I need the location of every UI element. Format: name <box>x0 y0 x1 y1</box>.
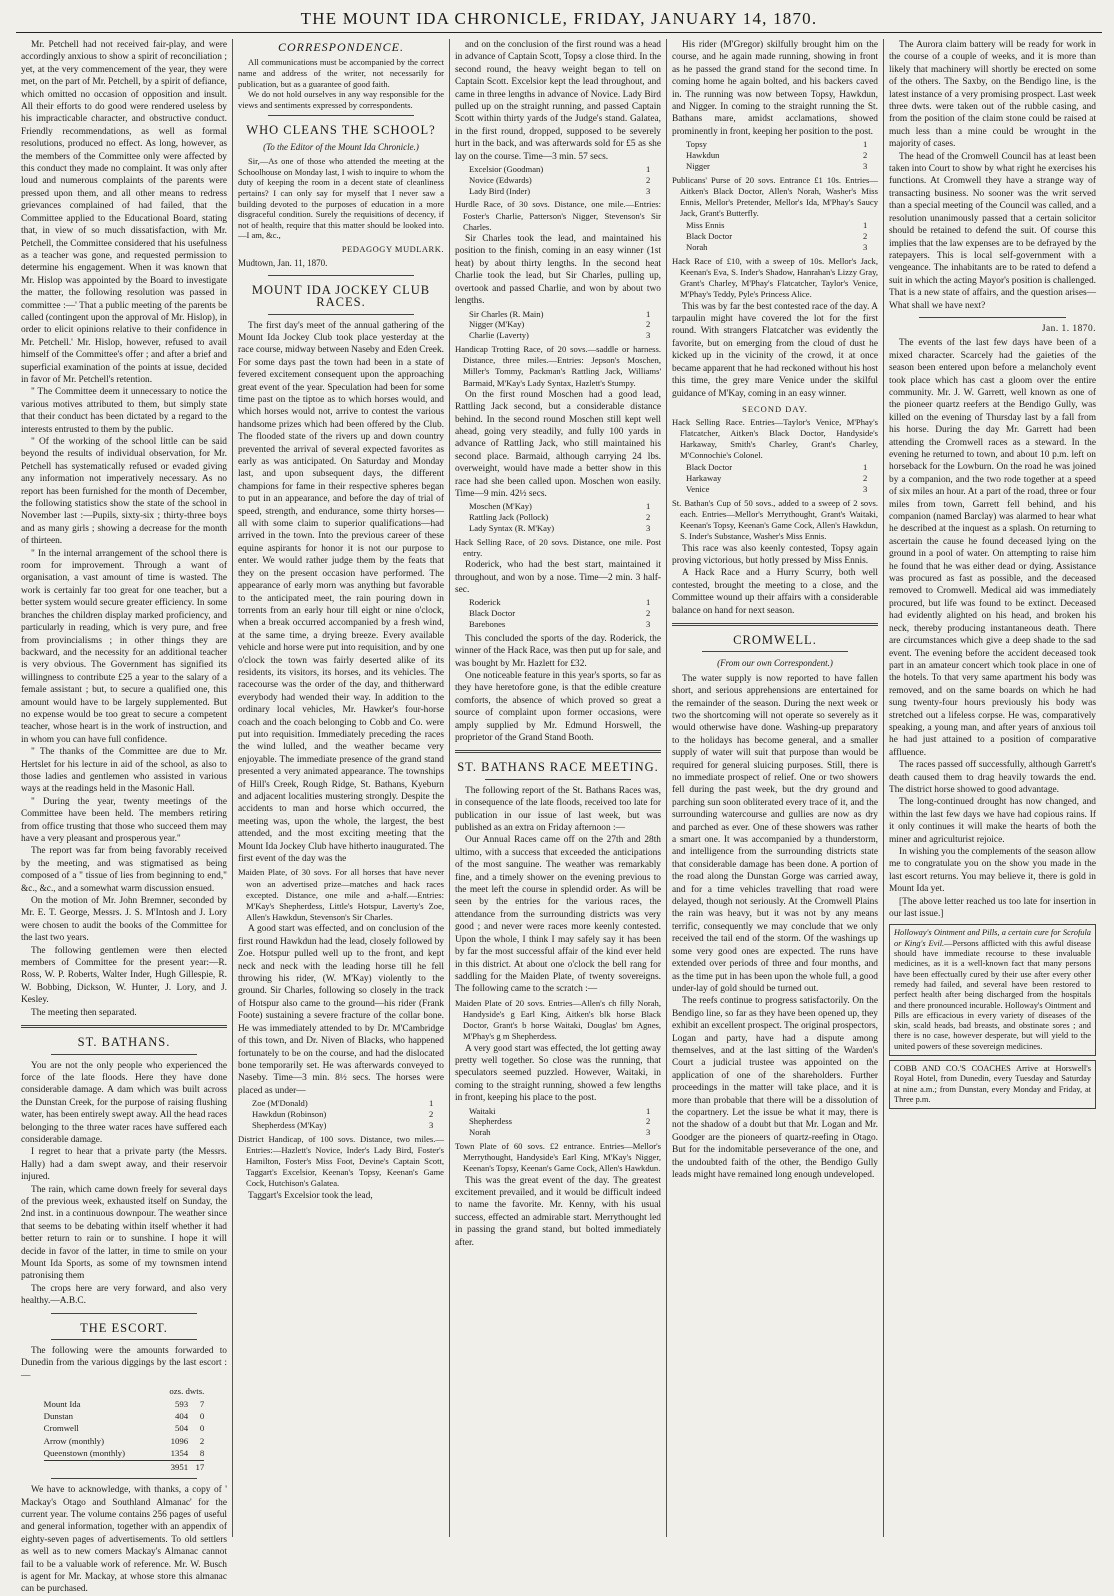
race-results <box>686 462 867 494</box>
place-cell: 1 <box>645 308 651 319</box>
article-paragraph: Our Annual Races came off on the 27th and 28th ultimo, with a success that exceeded the anticipations of the most sanguine. The weather was remarkably fine, and a timely shower on the evening previous to the meet left the course in splendid order. As will be seen by the entries for the various races, the attendance from the surrounding districts was very good ; and never were races more keenly contested. Upon the whole, I think I may safely say it has been by far the most successful affair of the kind ever held in this district. At about one o'clock the bell rang for saddling for the Maiden Plate, of twenty sovereigns. The following came to the scratch :— <box>455 835 661 995</box>
horse-cell: Topsy <box>686 139 707 150</box>
table-row <box>686 161 867 172</box>
horse-cell: Norah <box>469 1127 491 1138</box>
place-cell: 1 <box>645 597 651 608</box>
place-cell: 2 <box>645 512 651 523</box>
race-results <box>469 1106 650 1138</box>
divider <box>51 1339 197 1340</box>
race-description: Town Plate of 60 sovs. £2 entrance. Entries—Mellor's Merrythought, Handyside's Earl King, M'Kay's Nigger, Keenan's Topsy, Keenan's Game Cock, Allen's Hawkdun. <box>455 1140 661 1174</box>
divider <box>455 750 661 753</box>
table-header-row <box>44 1385 205 1397</box>
article-paragraph: The races passed off successfully, although Garrett's death caused them to drag heavily towards the end. The district horse showed to good advantage. <box>889 760 1096 795</box>
place-cell: 2 <box>645 1116 651 1127</box>
ad-title: Holloway's Ointment and Pills, a certain cure for Scrofula or King's Evil. <box>894 928 1091 948</box>
article-paragraph: One noticeable feature in this year's sports, so far as they have heretofore gone, is that the edible creature comforts, the absence of which proved so great a source of complaint upon former occasions, were amply supplied by Mr. Edmund Horswell, the proprietor of the Grand Stand Booth. <box>455 670 661 744</box>
horse-cell: Hawkdun (Robinson) <box>252 1108 327 1119</box>
horse-cell: Harkaway <box>686 473 722 484</box>
heading-st-bathans: ST. BATHANS. <box>77 1035 171 1050</box>
notice-paragraph: We do not hold ourselves in any way responsible for the views and sentiments expressed by correspondents. <box>238 89 444 110</box>
place-cell: 2 <box>428 1108 434 1119</box>
divider <box>672 623 878 626</box>
divider <box>51 1478 197 1479</box>
race-entry <box>672 256 878 301</box>
place-cell: 1 <box>645 1105 651 1116</box>
oz-cell: 504 <box>175 1423 189 1434</box>
horse-cell: Nigger (M'Kay) <box>469 319 525 330</box>
heading-correspondence: CORRESPONDENCE. <box>278 40 404 54</box>
article-paragraph: I regret to hear that a private party (the Messrs. Hally) had a dam swept away, and their reservoir injured. <box>21 1147 227 1183</box>
article-paragraph: and on the conclusion of the first round was a head in advance of Captain Scott, Topsy a close third. In the second round, the heavy weight began to tell on Captain Scott. Excelsior kept the lead throughout, and came in three lengths in advance of Novice. Lady Bird pulled up on the straight running, and passed Captain Scott within thirty yards of the Judge's stand. Galatea, in the first round, dropped, supposed to be severely hurt in the back, and was afterwards sold for £5 as she lay on the course. Time—3 min. 57 secs. <box>455 40 661 162</box>
escort-table <box>44 1385 205 1473</box>
table-row <box>469 309 650 320</box>
place-cell: 1 <box>645 164 651 175</box>
column-3 <box>450 39 667 1537</box>
table-row <box>44 1422 205 1434</box>
table-row <box>469 523 650 534</box>
place-cell: Dunstan <box>43 1411 73 1422</box>
place-cell: Mount Ida <box>43 1398 81 1409</box>
article-paragraph: The water supply is now reported to have fallen short, and serious apprehensions are entertained for the remainder of the season. During the next week or two the shortcoming will not operate so severely as it would otherwise have done. Washing-up preparatory to the holidays has become general, and a smaller supply of water will suit that purpose than would be required for general sluicing purposes. Still, there is no immediate prospect of relief. One or two showers fell during the past week, but the dry ground and parching sun soon obliterated every trace of it, and the surrounding watercourse and gullies are now as dry and parched as ever. One of these showers was rather a smart one. It was accompanied by a thunderstorm, and intelligence from the surrounding districts state that considerable damage has been done. A portion of the road along the Dunstan Gorge was carried away, and for a time vehicles travelling that road were delayed, though not seriously. At the Cromwell Plains the rain was heavy, but it was not by any means terrific, consequently we may conclude that we only received the tail end of the storm. Of the washings up some very good ones are expected. The runs have extended over periods of three and four months, and as the time put in has been upon the whole full, a good under-lay of gold should be turned out. <box>672 673 878 994</box>
to-editor-line: (To the Editor of the Mount Ida Chronicle.) <box>263 141 419 152</box>
table-row <box>252 1109 433 1120</box>
article-paragraph: Mr. Petchell had not received fair-play, and were accordingly anxious to show a spirit of reconciliation ; yet, at the very commencement of the year, they were met, on the part of Mr. Petchell, by a spirit of defiance, which omitted no occasion of opposition and insult. All their efforts to do good were rendered useless by his impracticable character, and obstructive conduct. Friendly recommendations, as well as formal resolutions, produced no effect. As long, however, as the members of the Committee only were affected by this conduct they made no complaint. It was only after loud and numerous complaints of the parents were pressed upon them, and all other means to redress grievances complained of had failed, that the Committee applied to the Educational Board, stating that, in view of so much dissatisfaction, with Mr. Petchell, the Committee considered that his usefulness as a teacher was gone, and requested permission to determine his engagement. When it was known that Mr. Hislop was appointed by the Board to investigate the matter, the following resolution was passed in committee :—' That a public meeting of the parents be called (contingent upon the approval of Mr. Hislop), in order to elicit opinions relative to their confidence in Mr. Petchell.' Mr. Hislop, however, refused to avail himself of the Committee's offer ; and after a brief and superficial examination of the points at issue, decided in favor of Mr. Petchell's retention. <box>21 40 227 385</box>
race-description: District Handicap, of 100 sovs. Distance, two miles.—Entries:—Hazlett's Novice, Inder's Lady Bird, Foster's Hamilton, Foster's Miss Foot, Devine's Captain Scott, Taggart's Excelsior, Keenan's Topsy, Keenan's Game Cock, Hutchison's Galatea. <box>238 1133 444 1189</box>
article-paragraph: " Of the working of the school little can be said beyond the results of individual observation, for Mr. Petchell has systematically refused or evaded giving any information not imperatively necessary. As no report has been furnished for the month of December, the following statistics show the state of the school in November last :—Pupils, sixty-six ; thirty-three boys and as many girls ; showing a decrease for the month of thirteen. <box>21 437 227 547</box>
race-results <box>469 597 650 629</box>
table-row <box>686 462 867 473</box>
table-row <box>469 619 650 630</box>
dwt-cell: 2 <box>199 1435 205 1446</box>
horse-cell: Novice (Edwards) <box>469 174 532 185</box>
letter-paragraph: Sir,—As one of those who attended the meeting at the Schoolhouse on Monday last, I wish to inquire to whom the duty of keeping the room in a decent state of cleanliness pertains? I can only say for myself that I never saw a building devoted to the purposes of education in a more disgraceful condition. Surely the requisitions of decency, if not of health, require that this matter should be looked into.—I am, &c., <box>238 156 444 241</box>
divider <box>21 1025 227 1028</box>
place-cell: 1 <box>862 139 868 150</box>
article-paragraph: " During the year, twenty meetings of the Committee have been held. The members retiring from office trusting that those who succeed them may have a very pleasant and prosperous year." <box>21 796 227 844</box>
table-row <box>469 164 650 175</box>
divider <box>702 651 848 652</box>
table-row <box>686 473 867 484</box>
race-results <box>252 1098 433 1130</box>
dwt-cell: 7 <box>199 1398 205 1409</box>
masthead: THE MOUNT IDA CHRONICLE, FRIDAY, JANUARY 14, 1870. <box>16 6 1102 33</box>
article-paragraph: A Hack Race and a Hurry Scurry, both well contested, brought the meeting to a close, and the Committee wound up their affairs with a considerable balance on hand for next season. <box>672 568 878 616</box>
dateline: Jan. 1. 1870. <box>1041 323 1096 334</box>
horse-cell: Charlie (Laverty) <box>469 330 529 341</box>
article-paragraph: The meeting then separated. <box>31 1007 137 1018</box>
heading-escort: THE ESCORT. <box>80 1320 168 1335</box>
place-cell: 3 <box>862 160 868 171</box>
article-paragraph: The long-continued drought has now changed, and within the last few days we have had copious rains. If it only continues it will make the hearts of both the miner and agriculturist rejoice. <box>889 797 1096 845</box>
table-row <box>686 150 867 161</box>
divider <box>51 1313 197 1314</box>
article-paragraph: A very good start was effected, the lot getting away pretty well together. So close was the running, that speculators seemed puzzled. However, Waitaki, in coming to the straight running, showed a few lengths in front, keeping his place to the post. <box>455 1043 661 1104</box>
place-cell: 1 <box>862 220 868 231</box>
race-description: Handicap Trotting Race, of 20 sovs.—saddle or harness. Distance, three miles.—Entries: Jepson's Moschen, Miller's Tommy, Packman's Rattling Jack, Williams' Barmaid, M'Kay's Lady Syntax, Hazlett's Stumpy. <box>455 343 661 388</box>
horse-cell: Miss Ennis <box>686 220 725 231</box>
article-paragraph: On the first round Moschen had a good lead, Rattling Jack second, but a considerable distance behind. In the second round Moschen still kept well ahead, going very steadily, and fully 100 yards in advance of Rattling Jack, who still maintained his second place. Barmaid, although carrying 24 lbs. overweight, would have made a better show in this race had she been called upon. Moschen won easily. Time—9 min. 42½ secs. <box>455 389 661 499</box>
race-description: Hack Selling Race. Entries—Taylor's Venice, M'Phay's Flatcatcher, Aitken's Black Doctor, Handyside's Harkaway, Smith's Charley, Grant's Charley, M'Connochie's Colonel. <box>672 416 878 461</box>
second-day-heading: SECOND DAY. <box>742 403 808 414</box>
horse-cell: Black Doctor <box>686 462 733 473</box>
divider <box>268 275 414 276</box>
horse-cell: Lady Bird (Inder) <box>469 185 531 196</box>
place-cell: 2 <box>862 473 868 484</box>
race-entry <box>455 199 661 233</box>
table-row <box>469 597 650 608</box>
table-row <box>469 1106 650 1117</box>
article-paragraph: This race was also keenly contested, Topsy again proving victorious, but hotly pressed by Miss Ennis. <box>672 543 878 566</box>
article-paragraph: The Aurora claim battery will be ready for work in the course of a couple of weeks, and it is more than likely that machinery will shortly be erected on some of the others. The Saxby, on the Bendigo line, is the latest instance of a very promising prospect. Last week three dwts. were taken out of the rubble casing, and from the position of the claim stone could be raised at much less than a mine could be wrought in the majority of cases. <box>889 40 1096 150</box>
oz-cell: 1354 <box>170 1448 189 1459</box>
horse-cell: Venice <box>686 483 710 494</box>
total-oz: 3951 <box>156 1460 188 1473</box>
article-paragraph: The rain, which came down freely for several days of the previous week, exhausted itself on Sunday, the 2nd inst. in a continuous downpour. The weather since that seems to be debating within itself whether it had better return to rain or to sunshine. I hope it will decide in favor of the latter, in time to smile on your Mount Ida Sports, as some of my townsmen intend patronising them <box>21 1184 227 1282</box>
heading-cromwell: CROMWELL. <box>733 632 817 647</box>
table-row <box>686 484 867 495</box>
table-row <box>469 175 650 186</box>
article-paragraph: The events of the last few days have been of a mixed character. Scarcely had the gaieties of the season been entered upon before a melancholy event took place which has cast a gloom over the entire community. Mr. J. W. Garrett, well known as one of the pioneer quartz reefers at the Bendigo Gully, was killed on the evening of Thursday last by a fall from his horse. During the day Mr. Garrett had been attending the Cromwell races as a steward. In the evening he returned to town, and about 10 p.m. left on horseback for the Lowburn. On the road he was joined by a companion, and the two rode together at a speed of six miles an hour. At a part of the road, three or four miles from town, Garrett fell behind, and his companion (named Barclay) was alarmed to hear what he described at the inquest as a splash. On returning to ascertain the cause he found deceased lying on the ground in a pool of water. On attempting to raise him he found that he was either dead or dying. Assistance was procured as fast as possible, and the deceased removed to Cromwell. Medical aid was immediately procured, but life was found to be extinct. Deceased had evidently alighted on his head, and broken his neck, thereby producing instantaneous death. There are circumstances which give a deep shade to the sad event. The evening before the accident deceased took part in an amateur concert which took place in one of the hotels. To that very same apartment his body was removed, and on the same boards on which he had sung twenty-four hours previously his body was stretched out a lifeless corpse. He was, comparatively speaking, a young man, and after years of anxious toil he had just attained to a position of comparative affluence. <box>889 338 1096 758</box>
column-header: ozs. dwts. <box>169 1386 205 1397</box>
dwt-cell: 0 <box>199 1423 205 1434</box>
cobb-coaches-advertisement: COBB AND CO.'S COACHES Arrive at Horswell's Royal Hotel, from Dunedin, every Tuesday and Saturday at nine a.m.; from Dunstan, every Monday and Friday, at Three p.m. <box>889 1060 1096 1109</box>
place-cell: 2 <box>645 174 651 185</box>
race-description: Maiden Plate of 20 sovs. Entries—Allen's ch filly Norah, Handyside's g Earl King, Aitken's blk horse Black Doctor, Grant's b horse Waitaki, Douglas' bm Agnes, M'Phay's g m Shepherdess. <box>455 997 661 1042</box>
ad-body: —Persons afflicted with this awful disease should have immediate recourse to these invaluable medicines, as it is a well-known fact that many persons have been effectually cured by their use after every other remedy had failed, and several have been restored to perfect health after being discharged from the hospitals and there pronounced incurable. Holloway's Ointment and Pills are efficacious in every variety of diseases of the skin, scald heads, bad breasts, and obstinate sores ; and there is no case, however desperate, but will yield to the united powers of these sovereign medicines. <box>894 938 1091 1051</box>
race-entry <box>672 175 878 220</box>
heading-jockey-club: MOUNT IDA JOCKEY CLUB RACES. <box>251 282 431 310</box>
race-entry <box>238 867 444 923</box>
race-description: Hack Selling Race, of 20 sovs. Distance, one mile. Post entry. <box>455 536 661 558</box>
place-cell: Queenstown (monthly) <box>43 1448 126 1459</box>
table-row <box>469 319 650 330</box>
race-entry <box>455 537 661 559</box>
article-paragraph: The reefs continue to progress satisfactorily. On the Bendigo line, so far as they have been opened up, they exhibit an excellent prospect. The original prospectors, Logan and party, have had a dispute among themselves, and at the last sitting of the Warden's Court a judicial trustee was appointed on the application of one of the shareholders. Further proceedings in the matter will take place, and it is more than probable that there will be a dissolution of the copartnery. Let the issue be what it may, there is not the shadow of a doubt but that Mr. Logan and Mr. Goodger are the pioneers of quartz-reefing in Otago. But for the indomitable perseverance of the one, and the undoubted faith of the other, the Bendigo Gully leads might have remained long enough undeveloped. <box>672 996 879 1181</box>
article-paragraph: On the motion of Mr. John Bremner, seconded by Mr. E. T. George, Messrs. J. S. M'Intosh and J. Lory were chosen to audit the books of the Committee for the last two years. <box>21 896 227 944</box>
place-cell: 3 <box>862 242 868 253</box>
place-cell: Cromwell <box>43 1423 79 1434</box>
table-row <box>469 608 650 619</box>
race-results <box>469 164 650 196</box>
table-row <box>469 1127 650 1138</box>
table-row <box>686 139 867 150</box>
horse-cell: Rattling Jack (Pollock) <box>469 512 549 523</box>
article-paragraph: " In the internal arrangement of the school there is room for improvement. Through a want of organisation, a vast amount of time is wasted. The work is certainly far too great for one teacher, but a better system would secure greater efficiency. In some branches the children display marked proficiency, and particularly in reading, which is very pure, and free from provincialisms ; in other things they are backward, and the necessity for an additional teacher is very obvious. The Government has signified its willingness to contribute £25 a year to the salary of a female assistant ; but, to secure a qualified one, this amount would have to be largely supplemented. But no expense would be too great to secure a competent teacher, whose heart is in the work of instruction, and in whom you can have full confidence. <box>21 548 227 745</box>
article-paragraph: In wishing you the complements of the season allow me to congratulate you on the show you made in the last escort returns. You may believe it, there is gold in Mount Ida yet. <box>889 847 1096 895</box>
table-row <box>686 231 867 242</box>
heading-who-cleans: WHO CLEANS THE SCHOOL? <box>246 123 436 138</box>
race-results <box>686 139 867 171</box>
article-paragraph: The report was far from being favorably received by the meeting, and was stigmatised as being composed of a " tissue of lies from beginning to end," &c., &c., and a somewhat warm discussion ensued. <box>21 846 227 894</box>
article-paragraph: " The thanks of the Committee are due to Mr. Hertslet for his lecture in aid of the school, as also to those ladies and gentlemen who assisted in various ways at the readings held in the Masonic Hall. <box>21 747 227 795</box>
table-row <box>469 512 650 523</box>
place-cell: 2 <box>862 150 868 161</box>
columns <box>16 39 1102 1595</box>
total-row <box>44 1460 205 1473</box>
horse-cell: Barebones <box>469 618 506 629</box>
place-cell: 2 <box>862 231 868 242</box>
place-cell: 1 <box>428 1098 434 1109</box>
race-description: Hurdle Race, of 30 sovs. Distance, one mile.—Entries: Foster's Charlie, Patterson's Nigger, Stevenson's Sir Charles. <box>455 199 661 232</box>
article-paragraph: Sir Charles took the lead, and maintained his position to the finish, coming in an easy winner (1st heat) by about thirty lengths. In the second heat Charlie took the lead, but Sir Charles, pulling up, overtook and passed Charlie, and won by about two lengths. <box>455 234 661 307</box>
divider <box>268 314 414 315</box>
place-cell: 2 <box>645 319 651 330</box>
horse-cell: Waitaki <box>469 1105 496 1116</box>
table-row <box>469 186 650 197</box>
divider <box>919 317 1066 318</box>
table-row <box>44 1435 205 1447</box>
dwt-cell: 0 <box>199 1411 205 1422</box>
horse-cell: Zoe (M'Donald) <box>252 1098 308 1109</box>
place-cell: 3 <box>645 330 651 341</box>
place-cell: 3 <box>645 522 651 533</box>
race-entry <box>672 417 878 462</box>
race-description: Hack Race of £10, with a sweep of 10s. Mellor's Jack, Keenan's Eva, S. Inder's Shadow, Hanrahan's Lizzy Gray, Grant's Charley, M'Phay's Flatcatcher, Taylor's Venice, M'Phay's Teddy, Pyle's Princess Alice. <box>672 255 878 300</box>
race-results <box>469 501 650 533</box>
article-paragraph: The following gentlemen were then elected members of Committee for the present year:—R. Ross, W. P. Roberts, Walter Inder, Hugh Gillespie, R. W. Bobbing, Dickson, W. Hunter, J. Lory, and J. Kesley. <box>21 945 227 1006</box>
table-row <box>44 1398 205 1410</box>
article-paragraph: This was the great event of the day. The greatest excitement prevailed, and it would be difficult indeed to name the favorite. Mr. Kenny, with his usual success, effected an admirable start. Merrythought led in passing the grand stand, but bolted immediately after. <box>455 1175 661 1248</box>
article-paragraph: Roderick, who had the best start, maintained it throughout, and won by a nose. Time—2 min. 3 half-sec. <box>455 560 661 595</box>
notice-paragraph: All communications must be accompanied by the correct name and address of the writer, not necessarily for publication, but as a guarantee of good faith. <box>238 57 444 89</box>
place-cell: 3 <box>645 185 651 196</box>
race-entry <box>455 998 661 1043</box>
column-1 <box>16 39 233 1595</box>
horse-cell: Excelsior (Goodman) <box>469 164 544 175</box>
horse-cell: Moschen (M'Kay) <box>469 501 532 512</box>
holloway-advertisement <box>889 924 1096 1056</box>
table-row <box>469 501 650 512</box>
table-row <box>469 330 650 341</box>
divider <box>485 779 631 780</box>
race-description: Publicans' Purse of 20 sovs. Entrance £1 10s. Entries—Aitken's Black Doctor, Allen's Norah, Washer's Miss Ennis, Mellor's Pretender, Mellor's Ida, M'Phay's Saucy Jack, Grant's Butterfly. <box>672 174 878 219</box>
horse-cell: Sir Charles (R. Main) <box>469 308 544 319</box>
place-cell: 3 <box>428 1119 434 1130</box>
oz-cell: 593 <box>175 1398 189 1409</box>
article-paragraph: You are not the only people who experienced the force of the late floods. Here they have done considerable damage. A dam which was built across the Dunstan Creek, for the purpose of raising flushing water, has been entirely swept away. All the head races belonging to the three water races have suffered each considerable damage. <box>21 1060 227 1145</box>
place-cell: 2 <box>645 608 651 619</box>
article-paragraph: " The Committee deem it unnecessary to notice the various motives attributed to them, but simply state that their conduct has been dictated by a regard to the interests entrusted to them by the public. <box>21 387 227 435</box>
horse-cell: Shepherdess <box>469 1116 512 1127</box>
race-entry <box>455 344 661 389</box>
horse-cell: Black Doctor <box>469 608 516 619</box>
place-cell: 3 <box>645 1127 651 1138</box>
column-4 <box>667 39 884 1537</box>
table-row <box>686 242 867 253</box>
oz-cell: 404 <box>175 1411 189 1422</box>
heading-st-bathans-races: ST. BATHANS RACE MEETING. <box>457 760 659 775</box>
editor-note: [The above letter reached us too late for insertion in our last issue.] <box>889 896 1096 920</box>
divider <box>51 1054 197 1055</box>
article-paragraph: The first day's meet of the annual gathering of the Mount Ida Jockey Club took place yesterday at the race course, midway between Naseby and Eden Creek. For some days past the town had been in a state of fevered excitement consequent upon the approaching great event of the year. Speculation had been for some time past on the tiptoe as to which horses would, and which horses would not, arrive to contest the various handsome prizes which had been offered by the Club. The flooded state of the rivers up and down country prevented the arrival of several expected favorites as early as was anticipated. On Saturday and Monday last, and upon subsequent days, the different champions for fame in their respective spheres began to put in an appearance, and before the day of trial of speed, strength, and endurance, some thirty horses—all with some claim to superior qualifications—had arrived in the town. Into the previous career of these equine aspirants for honor it is not our purpose to enter. We would rather judge them by the feats that they on the present occasion have performed. The appearance of early morn was anything but favorable to the anticipated meet, the rain pouring down in torrents from an early hour till eight or nine o'clock, when a break occurred accompanied by a fresh wind, at the same time, a drying breeze. Every available vehicle and horse were put into requisition, and by one o'clock the town was fairly deserted alike of its residents, its visitors, its horses, and its vehicles. The racecourse was the order of the day, and thitherward everybody had wended their way. In addition to the ordinary local vehicles, Mr. Hawker's four-horse coach and the coach belonging to Cobb and Co. were put into requisition. Immediately preceding the races the wind lulled, and the weather became very enjoyable. The immediate presence of the grand stand presented a very animated appearance. The townships of Hill's Creek, Rough Ridge, St. Bathans, Kyeburn and adjacent localities mustering strongly. Despite the accidents to man and horse which occurred, the meeting was, upon the whole, the largest, the best attended, and the most exciting meeting that the Mount Ida Jockey Club have hitherto inaugurated. The first event of the day was the <box>238 320 444 865</box>
race-entry <box>672 498 878 543</box>
place-cell: 1 <box>862 462 868 473</box>
table-row <box>686 220 867 231</box>
race-entry <box>238 1134 444 1190</box>
place-cell: 3 <box>645 618 651 629</box>
place-cell: 1 <box>645 501 651 512</box>
correspondent-line: (From our own Correspondent.) <box>717 658 833 669</box>
horse-cell: Hawkdun <box>686 150 720 161</box>
article-paragraph: This was by far the best contested race of the day. A tarpaulin might have covered the lot for the first round. With strangers Flatcatcher was evidently the favorite, but on emerging from the cloud of dust he kicked up in the vicinity of the crowd, it at once became apparent that he had reckoned without his host this time, the grey mare Venice under the skilful guidance of M'Kay, coming in an easy winner. <box>672 301 878 399</box>
divider <box>268 115 414 116</box>
race-results <box>469 309 650 341</box>
total-dwt: 17 <box>188 1460 204 1473</box>
article-paragraph: We have to acknowledge, with thanks, a copy of ' Mackay's Otago and Southland Almanac' for the current year. The volume contains 256 pages of useful and general information, together with an appendix of eighty-seven pages of advertisements. To old settlers as well as to new comers Mackay's Almanac cannot fail to be a valuable work of reference. Mr. W. Busch is agent for Mr. Mackay, at whose store this almanac can be purchased. <box>21 1485 227 1595</box>
table-row <box>252 1098 433 1109</box>
race-description: Maiden Plate, of 30 sovs. For all horses that have never won an advertised prize—matches and hack races excepted. Distance, one mile and a-half.—Entries: M'Kay's Shepherdess, Little's Hotspur, Laverty's Zoe, Allen's Hawkdun, Stevenson's Sir Charles. <box>238 867 444 923</box>
letter-signature: PEDAGOGY MUDLARK. <box>341 243 444 254</box>
horse-cell: Lady Syntax (R. M'Kay) <box>469 522 555 533</box>
dwt-cell: 8 <box>199 1448 205 1459</box>
place-cell: 3 <box>862 483 868 494</box>
place-cell: Arrow (monthly) <box>43 1435 105 1446</box>
race-entry <box>455 1141 661 1175</box>
table-row <box>252 1120 433 1131</box>
column-2 <box>233 39 450 1537</box>
horse-cell: Nigger <box>686 160 710 171</box>
horse-cell: Norah <box>686 242 708 253</box>
article-paragraph: The following were the amounts forwarded to Dunedin from the various diggings by the last escort :— <box>21 1346 227 1381</box>
horse-cell: Shepherdess (M'Kay) <box>252 1119 327 1130</box>
article-paragraph: The crops here are very forward, and also very healthy.—A.B.C. <box>21 1283 227 1307</box>
article-paragraph: This concluded the sports of the day. Roderick, the winner of the Hack Race, was then put up for sale, and was bought by Mr. Hazlett for £32. <box>455 633 661 669</box>
oz-cell: 1096 <box>170 1435 189 1446</box>
article-paragraph: The head of the Cromwell Council has at least been taken into Court to show by what right he exercises his functions. At Cromwell they have a strange way of transacting business. No sooner was the writ served than a special meeting of the Council was called, and a resolution unanimously passed that a certain solicitor should be retained to defend the suit. Of course this implies that the law expenses are to be defrayed by the ratepayers. This is local self-government with a vengeance. The inhabitants are to be rated to defend a suit in which the acting Mayor's position is challenged. That is a new state of affairs, and the question arises—What shall we have next? <box>889 151 1096 311</box>
table-row <box>469 1116 650 1127</box>
article-paragraph: A good start was effected, and on conclusion of the first round Hawkdun had the lead, closely followed by Zoe. Hotspur pulled well up to the front, and kept neck and neck with the leading horse till he fell throwing his rider, (W. M'Kay) violently to the ground. Sir Charles, following so closely in the track of Hotspur also came to the ground—his rider (Frank Foote) sustaining a severe fracture of the collar bone. He was immediately attended to by Dr. M'Cambridge of this town, and Dr. Niven of Blacks, who happened fortunately to be on the course, and had the dislocated bone temporarily set. He was afterwards conveyed to Naseby. Time—3 min. 8½ secs. The horses were placed as under— <box>238 924 444 1096</box>
column-5 <box>884 39 1101 1537</box>
article-paragraph: Taggart's Excelsior took the lead, <box>248 1190 373 1201</box>
article-paragraph: His rider (M'Gregor) skilfully brought him on the course, and he again made running, showing in front as he passed the grand stand for the second time. In coming home he again bolted, and his backers caved in. The running was now between Topsy, Hawkdun, and Nigger. In coming to the straight running the St. Bathans mare, amidst acclamations, showed prominently in front, keeping her position to the post. <box>672 40 878 137</box>
letter-dateline: Mudtown, Jan. 11, 1870. <box>238 258 328 269</box>
race-results <box>686 220 867 252</box>
article-paragraph: The following report of the St. Bathans Races was, in consequence of the late floods, received too late for publication in our issue of last week, but was published as an extra on Friday afternoon :— <box>455 785 661 834</box>
table-row <box>44 1410 205 1422</box>
horse-cell: Roderick <box>469 597 501 608</box>
table-row <box>44 1447 205 1460</box>
horse-cell: Black Doctor <box>686 231 733 242</box>
race-description: St. Bathan's Cup of 50 sovs., added to a sweep of 2 sovs. each. Entries—Mellor's Merrythought, Grant's Waitaki, Keenan's Topsy, Keenan's Game Cock, Allen's Hawkdun, S. Inder's Substance, Washer's Miss Ennis. <box>672 497 878 542</box>
